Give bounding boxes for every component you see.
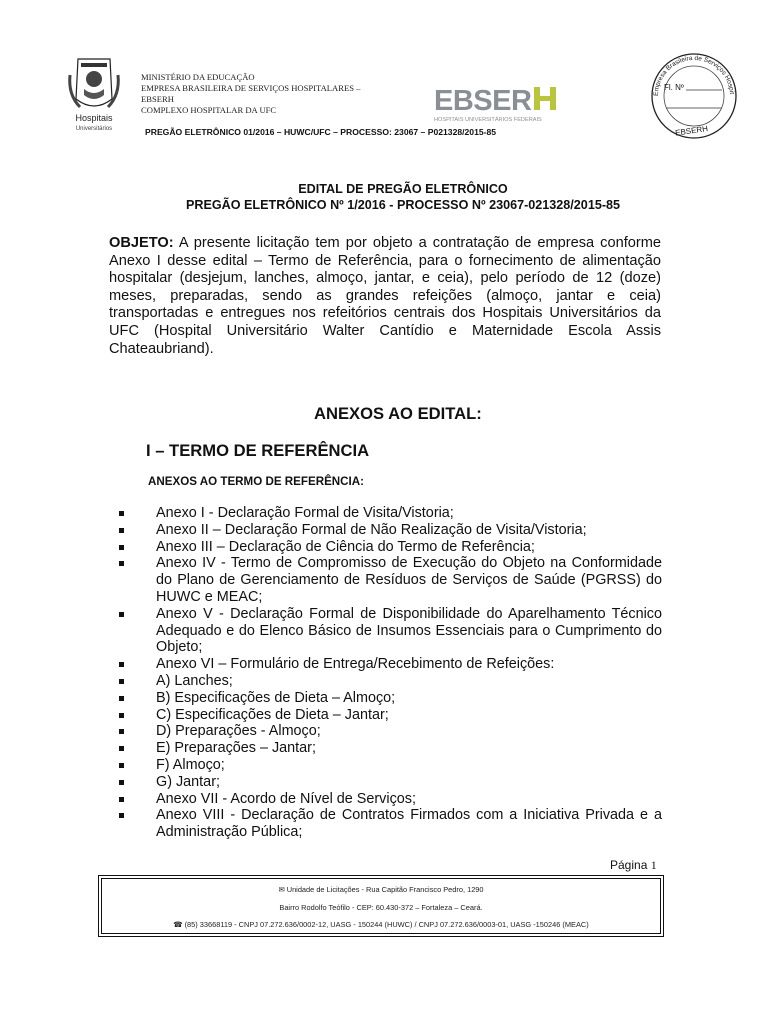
svg-text:EBSER: EBSER xyxy=(434,85,532,117)
bullet-icon xyxy=(119,528,124,533)
header-pregao-line: PREGÃO ELETRÔNICO 01/2016 – HUWC/UFC – PROCESSO: 23067 – P021328/2015-85 xyxy=(145,127,497,137)
list-item: C) Especificações de Dieta – Jantar; xyxy=(119,707,662,724)
list-item: D) Preparações - Almoço; xyxy=(119,723,662,740)
page-number-value: 1 xyxy=(650,858,657,872)
bullet-icon xyxy=(119,545,124,550)
list-item: Anexo V - Declaração Formal de Disponibilidade do Aparelhamento Técnico Adequado e do Elenco Básico de Insumos Essenciais para o Cumprimento do Objeto; xyxy=(119,606,662,656)
anexos-termo-heading: ANEXOS AO TERMO DE REFERÊNCIA: xyxy=(148,475,365,488)
hospitais-universitarios-logo xyxy=(66,55,122,137)
bullet-icon xyxy=(119,713,124,718)
footer-cep-line: Bairro Rodolfo Teófilo - CEP: 60.430-372 – Fortaleza – Ceará. xyxy=(279,903,483,912)
header-line-3: EBSERH xyxy=(141,94,174,104)
list-item: Anexo VI – Formulário de Entrega/Recebimento de Refeições: xyxy=(119,656,662,673)
svg-text:Fl. Nº: Fl. Nº xyxy=(664,83,684,92)
list-item: E) Preparações – Jantar; xyxy=(119,740,662,757)
objeto-label: OBJETO: xyxy=(109,235,174,251)
svg-text:Hospitais: Hospitais xyxy=(75,113,113,123)
list-item: A) Lanches; xyxy=(119,673,662,690)
bullet-icon xyxy=(119,780,124,785)
list-item: Anexo II – Declaração Formal de Não Realização de Visita/Vistoria; xyxy=(119,522,662,539)
objeto-text: A presente licitação tem por objeto a contratação de empresa conforme Anexo I desse edital – Termo de Referência, para o fornecimento de alimentação hospitalar (desjejum, lanches, almoço, jantar, e ceia), pelo período de 12 (doze) meses, preparadas, sendo as grandes refeições (almoço, jantar e ceia) transportadas e entregues nos refeitórios centrais dos Hospitais Universitários da UFC (Hospital Universitário Walter Cantídio e Maternidade Escola Assis Chateaubriand). xyxy=(109,235,661,357)
list-item: Anexo IV - Termo de Compromisso de Execução do Objeto na Conformidade do Plano de Gerenciamento de Resíduos de Serviços de Saúde (PGRSS) do HUWC e MEAC; xyxy=(119,555,662,605)
bullet-icon xyxy=(119,797,124,802)
anexos-heading: ANEXOS AO EDITAL: xyxy=(314,404,482,423)
bullet-icon xyxy=(119,763,124,768)
list-item: Anexo VII - Acordo de Nível de Serviços; xyxy=(119,791,662,808)
edital-subtitle: PREGÃO ELETRÔNICO Nº 1/2016 - PROCESSO Nº 23067-021328/2015-85 xyxy=(185,198,621,212)
ebserh-logo xyxy=(434,84,560,126)
footer-box xyxy=(101,878,661,934)
page-number xyxy=(610,858,657,873)
phone-icon: ☎ xyxy=(173,920,183,929)
envelope-icon: ✉ xyxy=(278,885,285,894)
list-item: Anexo III – Declaração de Ciência do Termo de Referência; xyxy=(119,539,662,556)
header-line-1: MINISTÉRIO DA EDUCAÇÃO xyxy=(141,72,255,82)
svg-text:Empresa Brasileira de Serviços: Empresa Brasileira de Serviços Hospit xyxy=(652,54,735,97)
footer-address-line: ✉ Unidade de Licitações - Rua Capitão Francisco Pedro, 1290 xyxy=(278,885,484,894)
anexos-list xyxy=(119,505,662,841)
termo-heading: I – TERMO DE REFERÊNCIA xyxy=(146,441,370,460)
bullet-icon xyxy=(119,511,124,516)
header-line-4: COMPLEXO HOSPITALAR DA UFC xyxy=(141,105,277,115)
svg-text:EBSERH: EBSERH xyxy=(674,124,709,138)
list-item: Anexo I - Declaração Formal de Visita/Vistoria; xyxy=(119,505,662,522)
bullet-icon xyxy=(119,612,124,617)
list-item: F) Almoço; xyxy=(119,757,662,774)
bullet-icon xyxy=(119,561,124,566)
bullet-icon xyxy=(119,746,124,751)
institution-header xyxy=(141,72,401,116)
list-item: B) Especificações de Dieta – Almoço; xyxy=(119,690,662,707)
bullet-icon xyxy=(119,662,124,667)
header-line-2: EMPRESA BRASILEIRA DE SERVIÇOS HOSPITALARES – xyxy=(141,83,361,93)
svg-text:Universitários: Universitários xyxy=(75,126,113,132)
list-item: G) Jantar; xyxy=(119,774,662,791)
edital-title: EDITAL DE PREGÃO ELETRÔNICO xyxy=(298,182,508,196)
footer-contact-line: ☎ (85) 33668119 - CNPJ 07.272.636/0002-12, UASG - 150244 (HUWC) / CNPJ 07.272.636/0003-01, UASG -150246 (MEAC) xyxy=(173,920,589,929)
bullet-icon xyxy=(119,679,124,684)
bullet-icon xyxy=(119,813,124,818)
ebserh-subtitle: HOSPITAIS UNIVERSITÁRIOS FEDERAIS xyxy=(434,117,542,123)
bullet-icon xyxy=(119,696,124,701)
page-label: Página xyxy=(610,858,648,872)
objeto-paragraph xyxy=(109,235,661,358)
protocol-stamp xyxy=(648,50,740,142)
bullet-icon xyxy=(119,729,124,734)
list-item: Anexo VIII - Declaração de Contratos Firmados com a Iniciativa Privada e a Administração Pública; xyxy=(119,807,662,841)
